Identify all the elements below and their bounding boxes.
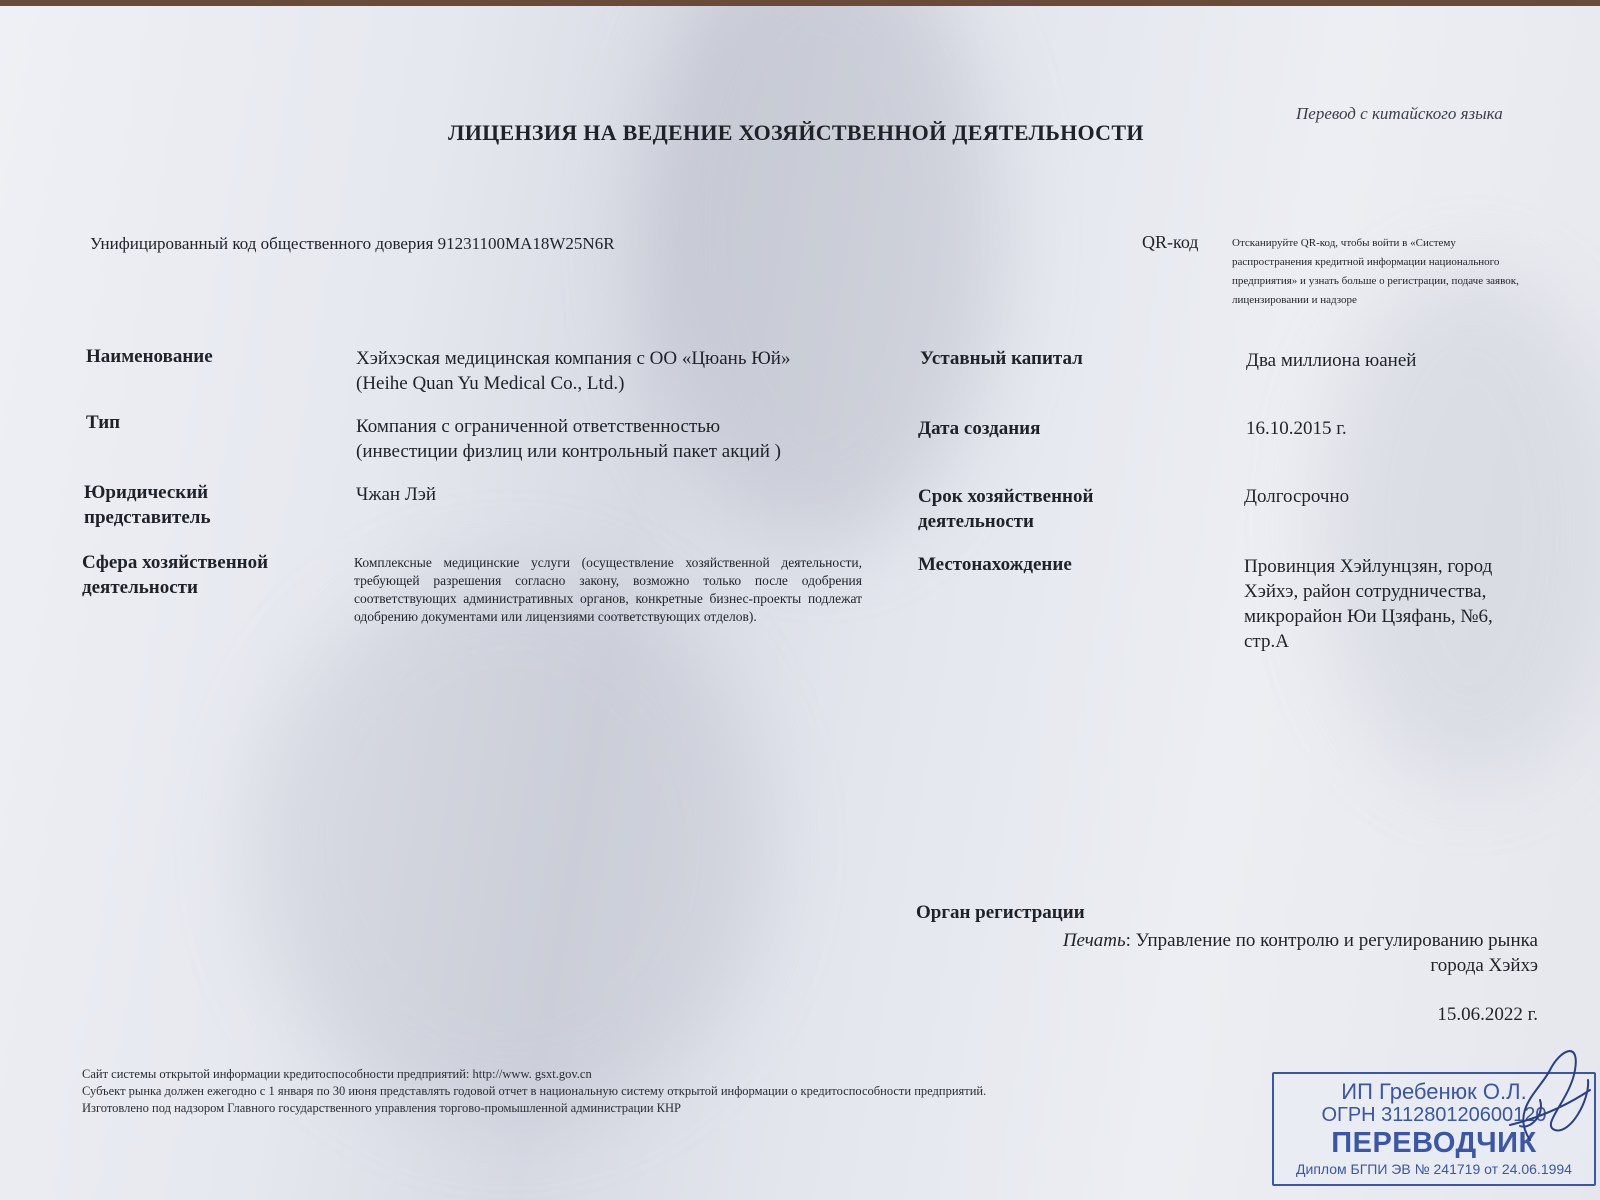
footer-line: Сайт системы открытой информации кредитоспособности предприятий: http://www. gsxt.gov.cn	[82, 1067, 592, 1081]
fold-shadow	[1320, 266, 1600, 786]
legal-rep-label-line: Юридический	[84, 482, 209, 503]
translation-note: Перевод с китайского языка	[1296, 104, 1503, 123]
name-value-line: (Heihe Quan Yu Medical Co., Ltd.)	[356, 373, 625, 394]
seal-text: : Управление по контролю и регулированию рынка	[1125, 930, 1538, 951]
legal-rep-label-line: представитель	[84, 507, 211, 528]
scope-label-line: Сфера хозяйственной	[82, 552, 269, 573]
document-title: ЛИЦЕНЗИЯ НА ВЕДЕНИЕ ХОЗЯЙСТВЕННОЙ ДЕЯТЕЛЬНОСТИ	[448, 120, 1144, 145]
type-label: Тип	[86, 412, 121, 433]
legal-rep-label	[84, 480, 211, 530]
fold-shadow	[250, 566, 770, 1126]
qr-code-description: Отсканируйте QR-код, чтобы войти в «Систему распространения кредитной информации национального предприятия» и узнать больше о регистрации, подаче заявок, лицензировании и надзоре	[1232, 237, 1519, 306]
term-label-line: Срок хозяйственной	[918, 486, 1094, 507]
qr-code-label: QR-код	[1142, 232, 1199, 252]
issue-date: 15.06.2022 г.	[1437, 1004, 1538, 1025]
license-sheet	[0, 6, 1600, 1200]
term-label	[918, 484, 1093, 534]
name-value-line: Хэйхэская медицинская компания с ОО «Цюань Юй»	[356, 348, 791, 369]
location-label: Местонахождение	[918, 554, 1072, 575]
term-label-line: деятельности	[918, 511, 1034, 532]
registration-authority-label: Орган регистрации	[916, 902, 1085, 923]
registration-seal-line	[960, 928, 1538, 953]
stamp-line: ИП Гребенюк О.Л.	[1341, 1079, 1527, 1104]
location-value-line: микрорайон Юи Цзяфань, №6,	[1244, 606, 1493, 627]
type-value-line: Компания с ограниченной ответственностью	[356, 416, 721, 437]
location-value-line: стр.А	[1244, 631, 1289, 652]
stamp-line: ПЕРЕВОДЧИК	[1331, 1127, 1537, 1159]
capital-value: Два миллиона юаней	[1246, 350, 1417, 371]
term-value: Долгосрочно	[1244, 486, 1350, 507]
unified-code: Унифицированный код общественного доверия 91231100MA18W25N6R	[90, 234, 615, 253]
signature-icon	[1470, 1030, 1600, 1150]
stamp-line: ОГРН 311280120600120	[1321, 1104, 1547, 1126]
founded-value: 16.10.2015 г.	[1246, 418, 1347, 439]
name-value	[356, 346, 790, 396]
footer-line: Изготовлено под надзором Главного государственного управления торгово-промышленной администрации КНР	[82, 1101, 681, 1115]
type-value-line: (инвестиции физлиц или контрольный пакет акций )	[356, 441, 782, 462]
registration-seal-line: города Хэйхэ	[1430, 955, 1538, 976]
location-value-line: Провинция Хэйлунцзян, город	[1244, 556, 1493, 577]
scope-label	[82, 550, 268, 600]
footer-notes	[82, 1066, 986, 1117]
scope-value: Комплексные медицинские услуги (осуществление хозяйственной деятельности, требующей разрешения согласно закону, возможно только после одобрения соответствующих административных органов, конкретные бизнес-проекты подлежат одобрению документами или лицензиями соответствующих отделов).	[354, 555, 862, 624]
location-value-line: Хэйхэ, район сотрудничества,	[1244, 581, 1487, 602]
founded-label: Дата создания	[918, 418, 1041, 439]
capital-label: Уставный капитал	[920, 348, 1083, 369]
seal-prefix: Печать	[1062, 930, 1126, 951]
stamp-line: Диплом БГПИ ЭВ № 241719 от 24.06.1994	[1296, 1161, 1572, 1177]
legal-rep-value: Чжан Лэй	[356, 484, 437, 505]
footer-line: Субъект рынка должен ежегодно с 1 января по 30 июня представлять годовой отчет в национальную систему открытой информации о кредитоспособности предприятий.	[82, 1084, 987, 1098]
name-label: Наименование	[86, 346, 213, 367]
scope-label-line: деятельности	[82, 577, 198, 598]
location-value	[1244, 554, 1493, 654]
fold-shadow	[640, 6, 1000, 546]
registration-authority-value	[960, 928, 1538, 978]
type-value	[356, 414, 781, 464]
